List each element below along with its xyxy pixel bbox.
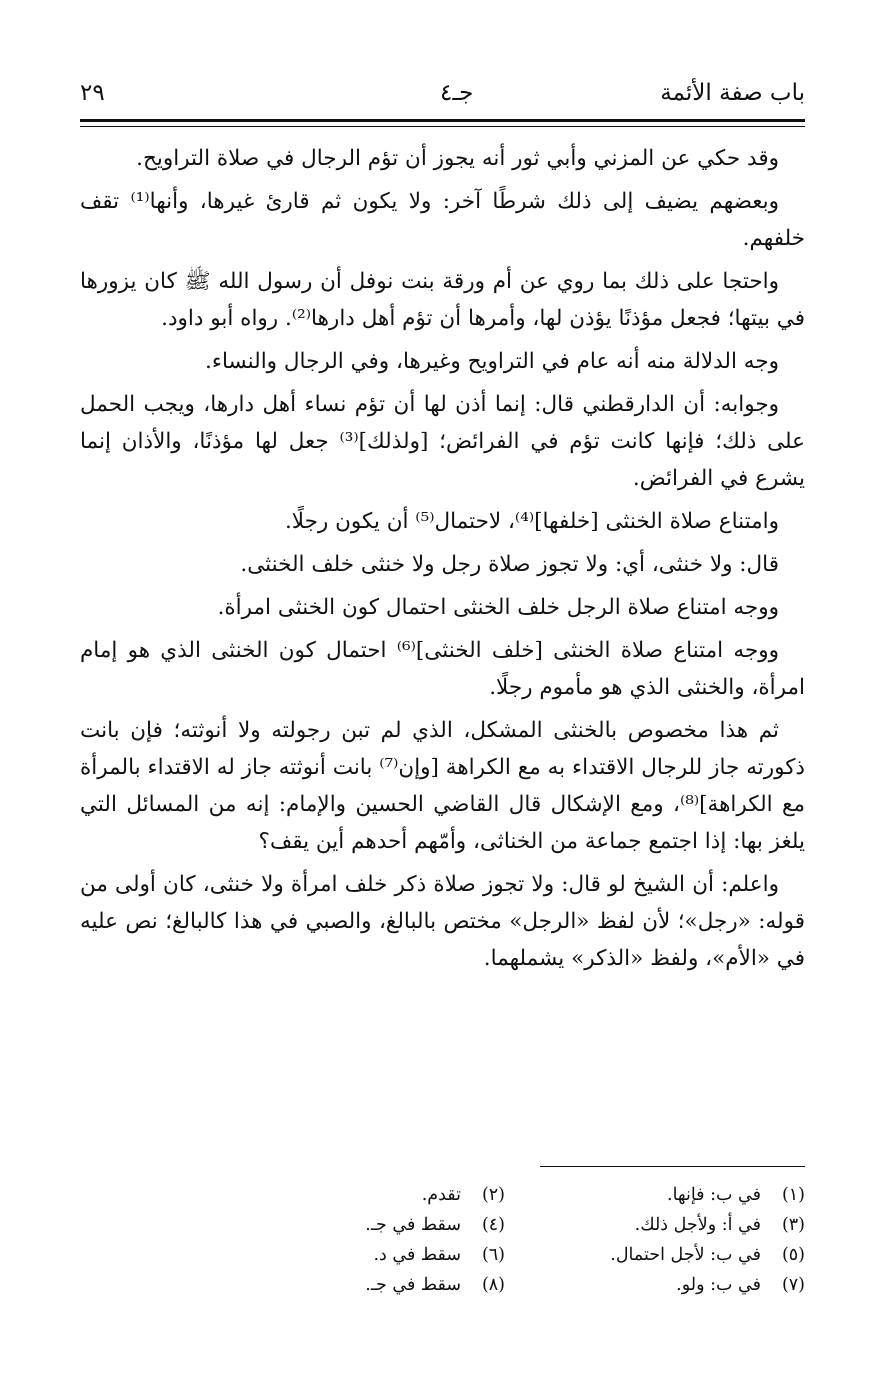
footnote-text: سقط في جـ.: [365, 1275, 461, 1295]
paragraph: واعلم: أن الشيخ لو قال: ولا تجوز صلاة ذكر خلف امرأة ولا خنثى، كان أولى من قوله: «رجل»؛ لأن لفظ «الرجل» مختص بالبالغ، والصبي في هذا كالبالغ؛ نص عليه في «الأم»، ولفظ «الذكر» يشملهما.: [80, 872, 805, 971]
paragraph: وامتناع صلاة الخنثى [خلفها]⁽⁴⁾، لاحتمال⁽⁵⁾ أن يكون رجلًا.: [284, 509, 779, 534]
main-text: [80, 140, 805, 983]
footnote-item: [245, 1180, 505, 1210]
footnotes-column-left: [245, 1180, 505, 1300]
footnote-number: (٨): [481, 1275, 505, 1295]
footnote-number: (٣): [781, 1215, 805, 1235]
footnote-number: (١): [781, 1185, 805, 1205]
footnote-number: (٦): [481, 1245, 505, 1265]
footnote-text: في أ: ولأجل ذلك.: [634, 1215, 761, 1235]
footnote-separator: [540, 1166, 805, 1167]
footnote-item: [545, 1180, 805, 1210]
footnote-text: في ب: فإنها.: [667, 1185, 761, 1205]
footnote-text: سقط في جـ.: [365, 1215, 461, 1235]
paragraph: وبعضهم يضيف إلى ذلك شرطًا آخر: ولا يكون ثم قارئ غيرها، وأنها⁽¹⁾ تقف خلفهم.: [80, 189, 805, 251]
page-number: ٢٩: [80, 80, 105, 106]
volume-label: جـ٤: [440, 80, 474, 106]
paragraph: ووجه امتناع صلاة الرجل خلف الخنثى احتمال كون الخنثى امرأة.: [217, 595, 779, 620]
paragraph: واحتجا على ذلك بما روي عن أم ورقة بنت نوفل أن رسول الله ﷺ كان يزورها في بيتها؛ فجعل مؤذنًا يؤذن لها، وأمرها أن تؤم أهل دارها⁽²⁾. رواه أبو داود.: [80, 269, 805, 331]
running-header: [80, 80, 805, 114]
header-rule-thin: [80, 126, 805, 127]
footnote-number: (٤): [481, 1215, 505, 1235]
footnote-item: [545, 1210, 805, 1240]
paragraph: وجوابه: أن الدارقطني قال: إنما أذن لها أن تؤم نساء أهل دارها، ويجب الحمل على ذلك؛ فإنها كانت تؤم في الفرائض؛ [ولذلك]⁽³⁾ جعل لها مؤذنًا، والأذان إنما يشرع في الفرائض.: [80, 392, 805, 491]
footnote-text: سقط في د.: [373, 1245, 461, 1265]
footnote-number: (٢): [481, 1185, 505, 1205]
footnote-item: [245, 1270, 505, 1300]
footnote-text: تقدم.: [421, 1185, 461, 1205]
footnote-item: [245, 1240, 505, 1270]
footnote-number: (٧): [781, 1275, 805, 1295]
header-rule-thick: [80, 119, 805, 122]
footnote-item: [545, 1270, 805, 1300]
footnotes-column-right: [545, 1180, 805, 1300]
paragraph: وجه الدلالة منه أنه عام في التراويح وغيرها، وفي الرجال والنساء.: [205, 349, 779, 374]
footnote-item: [245, 1210, 505, 1240]
footnote-item: [545, 1240, 805, 1270]
paragraph: ووجه امتناع صلاة الخنثى [خلف الخنثى]⁽⁶⁾ احتمال كون الخنثى الذي هو إمام امرأة، والخنثى الذي هو مأموم رجلًا.: [80, 638, 805, 700]
paragraph: ثم هذا مخصوص بالخنثى المشكل، الذي لم تبن رجولته ولا أنوثته؛ فإن بانت ذكورته جاز للرجال الاقتداء به مع الكراهة [وإن⁽⁷⁾ بانت أنوثته جاز له الاقتداء بالمرأة مع الكراهة]⁽⁸⁾، ومع الإشكال قال القاضي الحسين والإمام: إنه من المسائل التي يلغز بها: إذا اجتمع جماعة من الخناثى، وأمّهم أحدهم أين يقف؟: [80, 718, 806, 854]
footnote-text: في ب: ولو.: [676, 1275, 761, 1295]
paragraph: قال: ولا خنثى، أي: ولا تجوز صلاة رجل ولا خنثى خلف الخنثى.: [240, 552, 779, 577]
chapter-title: باب صفة الأئمة: [660, 80, 805, 106]
footnote-number: (٥): [781, 1245, 805, 1265]
footnote-text: في ب: لأجل احتمال.: [610, 1245, 761, 1265]
paragraph: وقد حكي عن المزني وأبي ثور أنه يجوز أن تؤم الرجال في صلاة التراويح.: [136, 146, 779, 171]
